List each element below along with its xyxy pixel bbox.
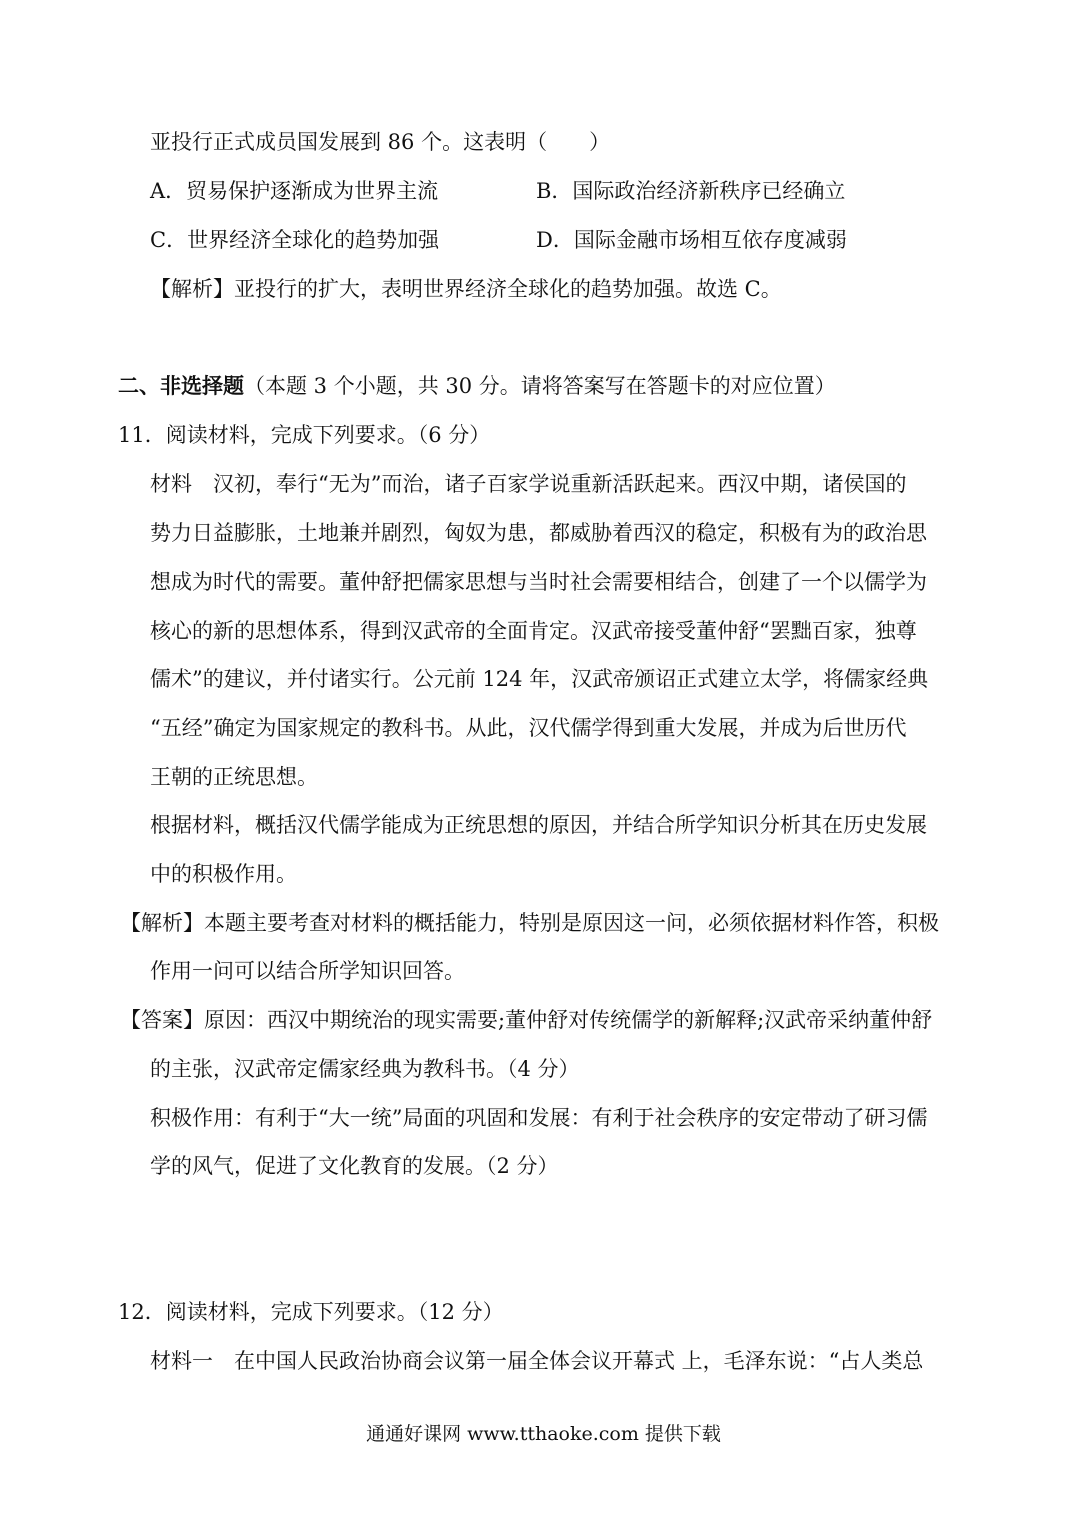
q11-material-line: “五经”确定为国家规定的教科书。从此，汉代儒学得到重大发展，并成为后世历代: [150, 716, 907, 740]
q10-option-d: D．国际金融市场相互依存度减弱: [536, 228, 847, 252]
q12-material-line: 材料一 在中国人民政治协商会议第一届全体会议开幕式 上，毛泽东说：“占人类总: [150, 1349, 924, 1373]
q11-material-line: 王朝的正统思想。: [150, 765, 318, 789]
q11-answer-line: 积极作用：有利于“大一统”局面的巩固和发展：有利于社会秩序的安定带动了研习儒: [150, 1106, 928, 1130]
q10-stem-tail: 亚投行正式成员国发展到 86 个。这表明（ ）: [150, 130, 611, 154]
section2-note: （本题 3 个小题，共 30 分。请将答案写在答题卡的对应位置）: [244, 374, 836, 398]
q11-analysis-line: 作用一问可以结合所学知识回答。: [150, 959, 465, 983]
q11-analysis-line: 【解析】本题主要考查对材料的概括能力，特别是原因这一问，必须依据材料作答，积极: [120, 911, 939, 935]
section2-title: [118, 372, 836, 400]
q12-title: 12．阅读材料，完成下列要求。（12 分）: [118, 1300, 504, 1324]
q11-answer-line: 学的风气，促进了文化教育的发展。（2 分）: [150, 1154, 559, 1178]
page-footer: 通通好课网 www.tthaoke.com 提供下载: [366, 1423, 721, 1445]
q11-answer-line: 【答案】原因：西汉中期统治的现实需要;董仲舒对传统儒学的新解释;汉武帝采纳董仲舒: [120, 1008, 933, 1032]
q11-material-line: 势力日益膨胀，土地兼并剧烈，匈奴为患，都威胁着西汉的稳定，积极有为的政治思: [150, 521, 927, 545]
section2-heading: 二、非选择题: [118, 373, 244, 398]
q11-material-line: 想成为时代的需要。董仲舒把儒家思想与当时社会需要相结合，创建了一个以儒学为: [150, 570, 927, 594]
q10-analysis: 【解析】亚投行的扩大，表明世界经济全球化的趋势加强。故选 C。: [150, 277, 782, 301]
q11-material-line: 儒术”的建议，并付诸实行。公元前 124 年，汉武帝颁诏正式建立太学，将儒家经典: [150, 667, 929, 691]
q10-option-c: C．世界经济全球化的趋势加强: [150, 228, 440, 252]
q11-material-line: 材料 汉初，奉行“无为”而治，诸子百家学说重新活跃起来。西汉中期，诸侯国的: [150, 472, 907, 496]
q11-question-line: 中的积极作用。: [150, 862, 297, 886]
q11-answer-line: 的主张，汉武帝定儒家经典为教科书。（4 分）: [150, 1057, 580, 1081]
q11-material-line: 核心的新的思想体系，得到汉武帝的全面肯定。汉武帝接受董仲舒“罢黜百家，独尊: [150, 619, 917, 643]
q11-title: 11．阅读材料，完成下列要求。（6 分）: [118, 423, 491, 447]
q10-option-b: B．国际政治经济新秩序已经确立: [536, 179, 846, 203]
q10-option-a: A．贸易保护逐渐成为世界主流: [150, 179, 439, 203]
q11-question-line: 根据材料，概括汉代儒学能成为正统思想的原因，并结合所学知识分析其在历史发展: [150, 813, 927, 837]
